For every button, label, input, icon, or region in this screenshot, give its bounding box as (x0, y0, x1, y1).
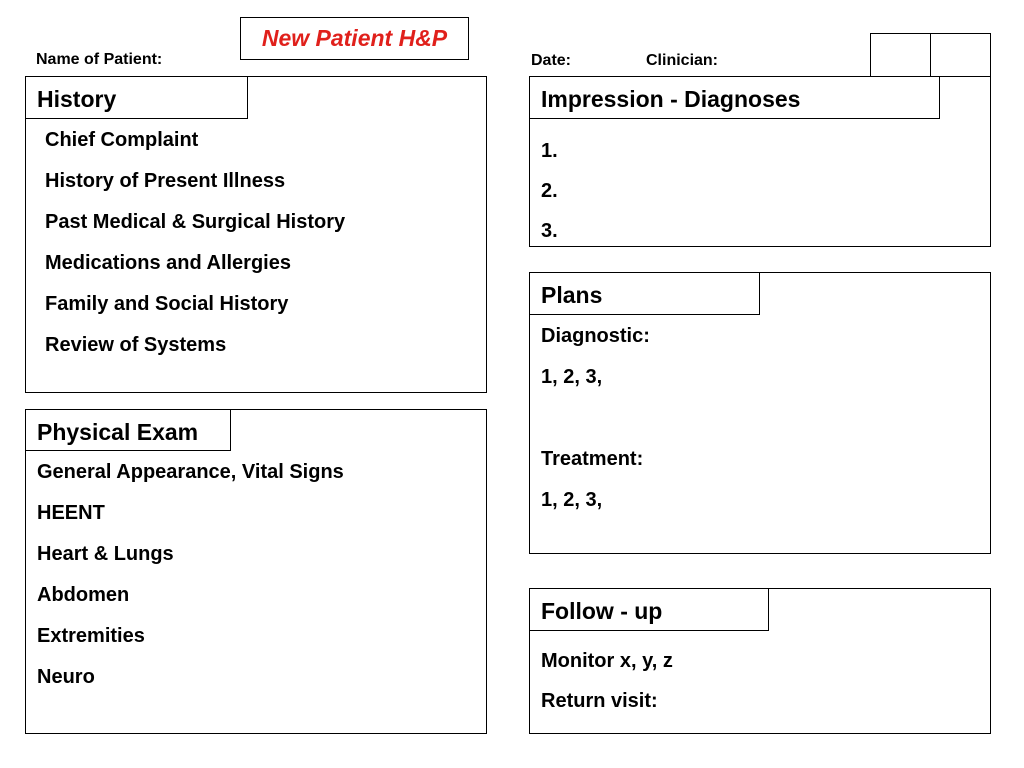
physical-exam-title: Physical Exam (37, 419, 199, 445)
history-panel (25, 76, 487, 393)
follow-up-item: Return visit: (541, 690, 658, 712)
follow-up-item: Monitor x, y, z (541, 650, 673, 672)
form-title-text: New Patient H&P (261, 25, 448, 51)
physical-exam-panel (25, 409, 487, 734)
header-entry-box-1[interactable] (870, 33, 931, 77)
follow-up-title-box (529, 588, 769, 631)
diagnostic-list: 1, 2, 3, (541, 366, 603, 388)
diagnosis-item: 2. (541, 180, 558, 202)
physical-exam-title-box (25, 409, 231, 451)
plans-title: Plans (541, 282, 603, 308)
clinician-label: Clinician: (646, 52, 719, 69)
impression-title: Impression - Diagnoses (541, 86, 801, 112)
exam-item: General Appearance, Vital Signs (37, 461, 344, 483)
impression-title-box (529, 76, 940, 119)
history-item: Past Medical & Surgical History (45, 211, 346, 233)
plans-title-box (529, 272, 760, 315)
treatment-list: 1, 2, 3, (541, 489, 603, 511)
header-entry-box-2[interactable] (930, 33, 991, 77)
exam-item: Neuro (37, 666, 95, 688)
diagnosis-item: 3. (541, 220, 558, 242)
date-label: Date: (531, 52, 572, 69)
history-item: History of Present Illness (45, 170, 286, 192)
diagnostic-label: Diagnostic: (541, 325, 650, 347)
history-item: Review of Systems (45, 334, 227, 356)
form-title (240, 17, 469, 60)
treatment-label: Treatment: (541, 448, 644, 470)
diagnosis-item: 1. (541, 140, 558, 162)
exam-item: Abdomen (37, 584, 130, 606)
history-item: Family and Social History (45, 293, 289, 315)
exam-item: Heart & Lungs (37, 543, 174, 565)
follow-up-title: Follow - up (541, 598, 663, 624)
history-title: History (37, 86, 117, 112)
history-item: Chief Complaint (45, 129, 199, 151)
exam-item: HEENT (37, 502, 105, 524)
history-item: Medications and Allergies (45, 252, 291, 274)
patient-name-label: Name of Patient: (36, 51, 163, 68)
exam-item: Extremities (37, 625, 145, 647)
history-title-box (25, 76, 248, 119)
